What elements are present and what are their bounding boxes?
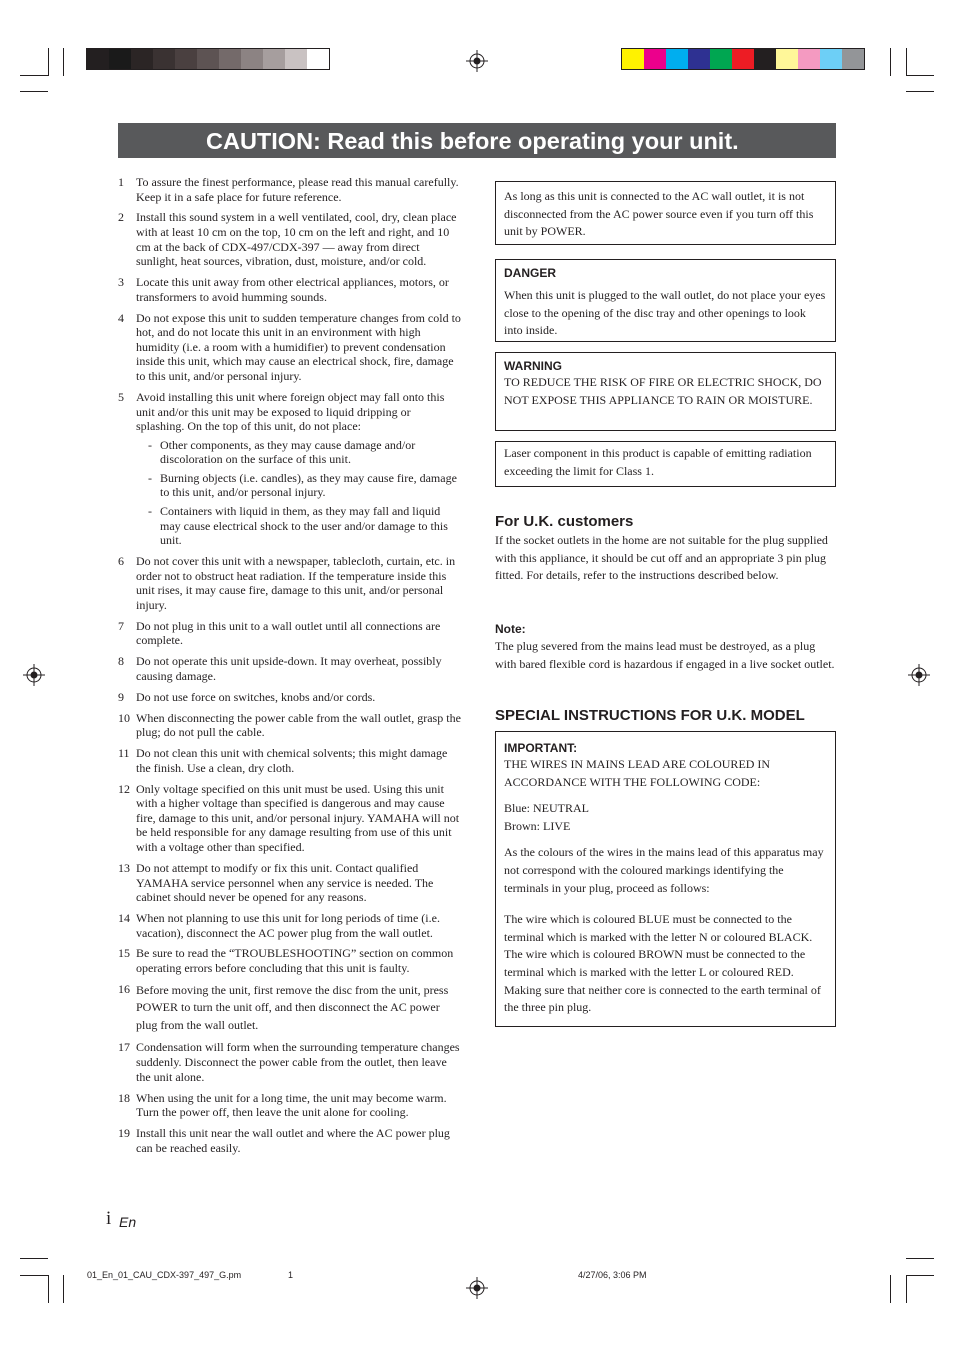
item-text: Do not clean this unit with chemical solvents; this might damage the finish. Use a clean, dry cloth. (136, 746, 448, 775)
warning-heading: WARNING (504, 359, 562, 373)
page-number: i (106, 1208, 112, 1229)
color-swatch (644, 49, 666, 69)
note-text: The plug severed from the mains lead must be destroyed, as a plug with bared flexible cord is hazardous if engaged in a live socket outlet. (495, 639, 835, 671)
list-item (118, 1126, 461, 1155)
list-item (118, 911, 461, 940)
note-label: Note: (495, 622, 526, 636)
sub-item-text: Burning objects (i.e. candles), as they may cause fire, damage to this unit, and/or personal injury. (160, 470, 457, 500)
list-item (118, 1091, 461, 1120)
list-item (118, 982, 461, 1034)
grayscale-color-bar (86, 48, 330, 70)
color-swatch (263, 49, 285, 69)
list-item (118, 946, 461, 975)
color-swatch (754, 49, 776, 69)
important-heading: IMPORTANT: (504, 741, 578, 755)
item-number: 1 (118, 175, 124, 189)
color-swatch (197, 49, 219, 69)
danger-heading: DANGER (504, 266, 557, 280)
page-language: En (119, 1214, 137, 1230)
item-number: 3 (118, 275, 124, 290)
ac-outlet-notice-box (495, 181, 836, 245)
item-number: 9 (118, 689, 124, 704)
sub-list-item (148, 471, 461, 500)
sub-item-dash: - (148, 437, 152, 452)
laser-notice-box (495, 441, 836, 487)
page-title: CAUTION: Read this before operating your unit. (206, 128, 739, 154)
item-number: 11 (118, 746, 130, 761)
item-text: Only voltage specified on this unit must be used. Using this unit with a higher voltage than specified is dangerous and may cause fire, damage to this unit, and/or personal injury. YAMAHA will not be held responsible for any damage resulting from use of this unit with a voltage other than specified. (136, 781, 460, 855)
wire-blue-text: Blue: NEUTRAL (504, 801, 589, 816)
item-text: Locate this unit away from other electrical appliances, motors, or transformers to avoid humming sounds. (136, 275, 449, 304)
sub-item-dash: - (148, 470, 152, 485)
color-swatch (710, 49, 732, 69)
list-item (118, 654, 461, 683)
footer-sheet-number: 1 (288, 1270, 294, 1280)
list-item (118, 390, 461, 548)
danger-text: When this unit is plugged to the wall outlet, do not place your eyes close to the opening of the disc tray and other openings to look into inside. (504, 288, 826, 338)
item-number: 12 (118, 781, 130, 796)
registration-mark-icon (466, 50, 488, 72)
color-swatch (622, 49, 644, 69)
sub-item-text: Other components, as they may cause damage and/or discoloration on the surface of this unit. (160, 437, 416, 467)
item-text: Do not attempt to modify or fix this unit. Contact qualified YAMAHA service personnel when any service is needed. The cabinet should never be opened for any reasons. (136, 860, 434, 905)
list-item (118, 711, 461, 740)
color-swatch (219, 49, 241, 69)
item-text: Do not expose this unit to sudden temperature changes from cold to hot, and do not locate this unit in an environment with high humidity (i.e. a room with a humidifier) to prevent condensation inside this unit, which may cause an electrical shock, fire, damage to this unit, and/or personal injury. (136, 310, 461, 384)
footer-timestamp: 4/27/06, 3:06 PM (578, 1270, 647, 1280)
danger-box (495, 259, 836, 342)
color-swatch (798, 49, 820, 69)
item-number: 19 (118, 1126, 130, 1141)
item-number: 17 (118, 1040, 130, 1055)
list-item (118, 782, 461, 855)
item-text: When using the unit for a long time, the unit may become warm. Turn the power off, then leave the unit alone for cooling. (136, 1090, 447, 1120)
sub-item-text: Containers with liquid in them, as they may fall and liquid may cause electrical shock to the user and/or damage to this unit. (160, 504, 448, 548)
warning-box (495, 352, 836, 431)
item-text: Do not operate this unit upside-down. It may overheat, possibly causing damage. (136, 654, 442, 683)
list-item (118, 210, 461, 268)
item-number: 13 (118, 860, 130, 875)
list-item (118, 311, 461, 384)
sub-list-item (148, 438, 461, 467)
item-number: 14 (118, 910, 130, 925)
list-item (118, 619, 461, 648)
item-text: Install this sound system in a well ventilated, cool, dry, clean place with at least 10 cm on the top, 10 cm on the left and right, and 10 cm at the back of CDX-497/CDX-397 — away from direct sunlight, heat sources, vibration, dust, moisture, and/or cold. (136, 210, 457, 269)
item-text: To assure the finest performance, please read this manual carefully. Keep it in a safe place for future reference. (136, 175, 459, 204)
item-text: Do not plug in this unit to a wall outlet until all connections are complete. (136, 618, 441, 648)
uk-customers-heading: For U.K. customers (495, 513, 634, 530)
color-swatch (109, 49, 131, 69)
registration-mark-icon (908, 664, 930, 686)
color-swatch (307, 49, 329, 69)
color-swatch (688, 49, 710, 69)
color-swatch (241, 49, 263, 69)
item-number: 8 (118, 654, 124, 669)
uk-customers-text: If the socket outlets in the home are not suitable for the plug supplied with this appliance, it should be cut off and an appropriate 3 pin plug fitted. For details, refer to the instructions described below. (495, 533, 828, 583)
item-text: Condensation will form when the surrounding temperature changes suddenly. Disconnect the power cable from the outlet, then leave the unit alone. (136, 1040, 460, 1084)
caution-list (118, 175, 461, 1162)
item-number: 2 (118, 210, 124, 225)
title-bar (118, 123, 836, 158)
list-item (118, 746, 461, 775)
color-swatch (285, 49, 307, 69)
special-instructions-heading: SPECIAL INSTRUCTIONS FOR U.K. MODEL (495, 707, 805, 724)
color-swatch (842, 49, 864, 69)
item-number: 5 (118, 389, 124, 404)
color-swatch (175, 49, 197, 69)
item-number: 10 (118, 710, 130, 725)
item-text: Install this unit near the wall outlet and where the AC power plug can be reached easily. (136, 1126, 450, 1155)
item-number: 6 (118, 554, 124, 569)
item-number: 15 (118, 946, 130, 961)
item-text: When not planning to use this unit for long periods of time (i.e. vacation), disconnect the AC power plug from the wall outlet. (136, 910, 440, 940)
list-item (118, 175, 461, 204)
color-swatch (153, 49, 175, 69)
list-item (118, 554, 461, 612)
footer-filename: 01_En_01_CAU_CDX-397_497_G.pm (87, 1270, 242, 1280)
item-text: Avoid installing this unit where foreign object may fall onto this unit and/or this unit may be exposed to liquid dripping or splashing. On the top of this unit, do not place: (136, 389, 445, 434)
item-text: When disconnecting the power cable from the wall outlet, grasp the plug; do not pull the cable. (136, 710, 461, 740)
list-item (118, 690, 461, 705)
item-number: 18 (118, 1090, 130, 1105)
colour-note-text: As the colours of the wires in the mains lead of this apparatus may not correspond with the coloured markings identifying the terminals in your plug, proceed as follows: (504, 845, 824, 895)
laser-notice-text: Laser component in this product is capable of emitting radiation exceeding the limit for Class 1. (504, 446, 812, 478)
item-text: Before moving the unit, first remove the disc from the unit, press POWER to turn the unit off, and then disconnect the AC power plug from the wall outlet. (136, 982, 449, 1032)
list-item (118, 1040, 461, 1084)
color-swatch (776, 49, 798, 69)
wire-brown-text: Brown: LIVE (504, 818, 571, 833)
color-swatch (131, 49, 153, 69)
item-number: 4 (118, 310, 124, 325)
sub-list-item (148, 504, 461, 548)
list-item (118, 275, 461, 304)
item-number: 7 (118, 618, 124, 633)
item-text: Be sure to read the “TROUBLESHOOTING” section on common operating errors before concluding that this unit is faulty. (136, 946, 454, 976)
item-text: Do not cover this unit with a newspaper, tablecloth, curtain, etc. in order not to obstruct heat radiation. If the temperature inside this unit rises, it may cause fire, damage to this unit, and/or personal injury. (136, 554, 456, 612)
color-swatch (666, 49, 688, 69)
important-box (495, 731, 836, 1027)
color-swatch (820, 49, 842, 69)
item-number: 16 (118, 981, 130, 996)
registration-mark-icon (23, 664, 45, 686)
list-item (118, 861, 461, 905)
color-swatch (732, 49, 754, 69)
item-text: Do not use force on switches, knobs and/or cords. (136, 689, 376, 704)
process-color-bar (621, 48, 865, 70)
ac-outlet-notice-text: As long as this unit is connected to the AC wall outlet, it is not disconnected from the AC power source even if you turn off this unit by POWER. (504, 189, 814, 239)
wiring-instructions-text: The wire which is coloured BLUE must be connected to the terminal which is marked with the letter N or coloured BLACK. The wire which is coloured BROWN must be connected to the terminal which is marked with the letter L or coloured RED. Making sure that neither core is connected to the earth terminal of the three pin plug. (504, 912, 821, 1015)
sub-item-dash: - (148, 504, 152, 519)
registration-mark-icon (466, 1277, 488, 1299)
color-swatch (87, 49, 109, 69)
important-text: THE WIRES IN MAINS LEAD ARE COLOURED IN ACCORDANCE WITH THE FOLLOWING CODE: (504, 757, 771, 789)
warning-text: TO REDUCE THE RISK OF FIRE OR ELECTRIC SHOCK, DO NOT EXPOSE THIS APPLIANCE TO RAIN OR MOISTURE. (504, 375, 822, 407)
